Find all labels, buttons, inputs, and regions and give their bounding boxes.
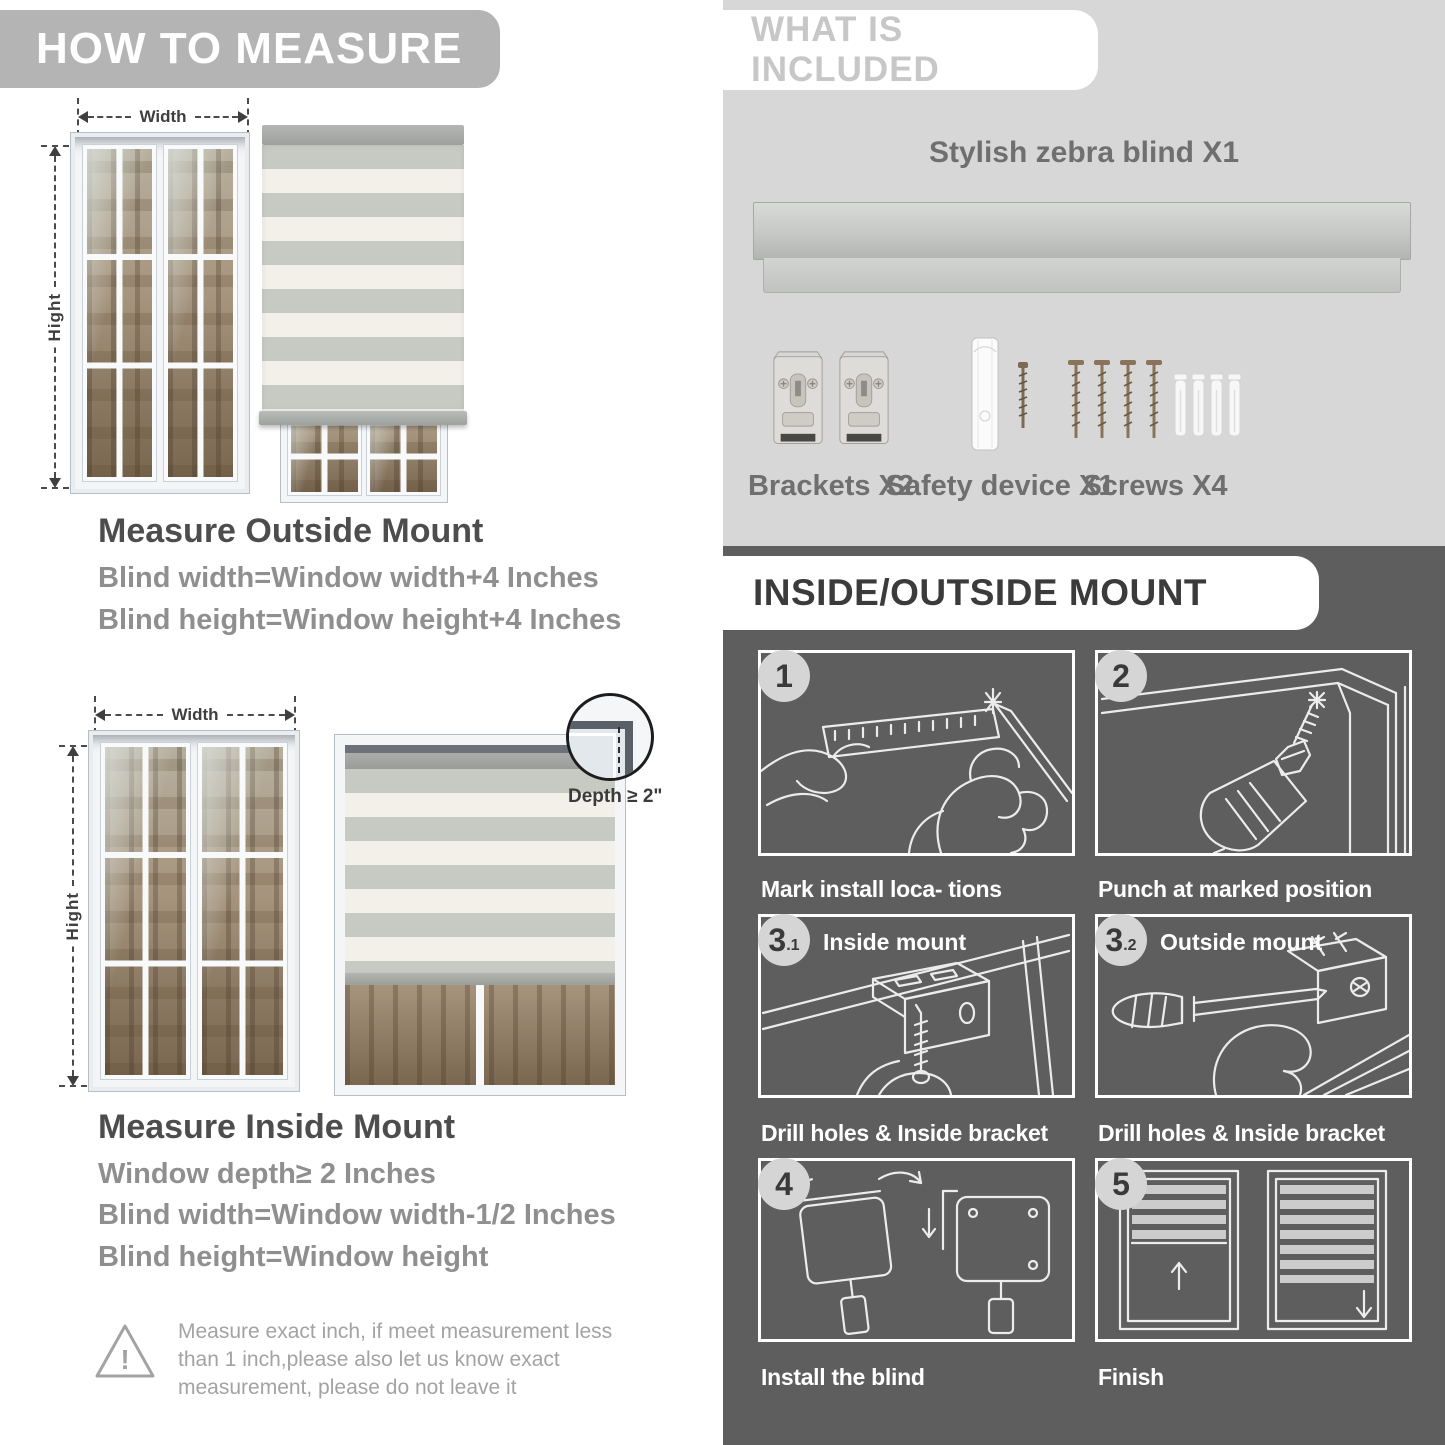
depth-dashed-line — [618, 727, 620, 773]
arrow-left-icon — [95, 709, 105, 721]
what-is-included-section — [723, 0, 1445, 546]
window-glass — [105, 747, 186, 1075]
width-label: Width — [171, 705, 219, 724]
window-illustration-inside — [88, 730, 300, 1092]
bracket-icon — [771, 348, 825, 456]
step-panel-2 — [1095, 650, 1412, 856]
what-is-included-banner — [723, 10, 1098, 90]
window-glass-below-blind — [345, 985, 615, 1085]
window-sash — [83, 145, 156, 481]
step-number-badge — [758, 914, 810, 966]
safety-device-label: Safety device X1 — [885, 470, 1115, 502]
step-caption-5: Finish — [1098, 1364, 1164, 1390]
outside-mount-title: Measure Outside Mount — [98, 512, 484, 550]
dashed-line — [72, 756, 74, 886]
depth-label: Depth ≥ 2" — [568, 786, 663, 807]
window-glass — [202, 747, 283, 1075]
step-number-badge — [758, 1158, 810, 1210]
product-label: Stylish zebra blind X1 — [928, 136, 1240, 169]
zebra-blind-illustration-outside — [262, 125, 464, 503]
step-number-suffix: .1 — [786, 937, 800, 954]
inside-width-formula: Blind width=Window width-1/2 Inches — [98, 1199, 616, 1231]
inside-depth-rule: Window depth≥ 2 Inches — [98, 1158, 436, 1190]
blind-bottom-rail — [259, 411, 467, 425]
step-number-badge — [758, 650, 810, 702]
window-glass — [87, 149, 152, 477]
step-number: 1 — [775, 657, 793, 694]
tick-icon — [41, 145, 69, 147]
window-sash — [164, 145, 237, 481]
blind-stripes — [262, 145, 464, 411]
step-title: Inside mount — [823, 929, 967, 955]
step-number: 2 — [1112, 657, 1130, 694]
width-label: Width — [139, 107, 187, 126]
outside-mount-figure — [0, 100, 723, 505]
width-arrow — [78, 107, 248, 126]
inside-mount-title: Measure Inside Mount — [98, 1108, 456, 1146]
how-to-measure-title: HOW TO MEASURE — [36, 24, 463, 73]
tick-icon — [41, 487, 69, 489]
safety-device-icon — [960, 336, 1040, 456]
window-illustration-outside — [70, 132, 250, 494]
inside-outside-mount-section — [723, 546, 1445, 1445]
arrow-up-icon — [67, 746, 79, 756]
warning-line-3: measurement, please do not leave it — [178, 1376, 517, 1399]
inside-mount-figure — [0, 690, 723, 1110]
step-panel-1 — [758, 650, 1075, 856]
step-caption-2: Punch at marked position — [1098, 876, 1372, 902]
dashed-line — [88, 116, 131, 118]
blind-bottomrail-product — [763, 258, 1401, 293]
warning-line-1: Measure exact inch, if meet measurement less — [178, 1320, 613, 1343]
height-arrow — [63, 746, 82, 1086]
exclamation-mark: ! — [120, 1344, 130, 1375]
step-number-badge — [1095, 914, 1147, 966]
tick-icon — [77, 98, 79, 136]
what-is-included-title: WHAT IS INCLUDED — [751, 10, 940, 89]
blind-headrail-product — [753, 202, 1411, 260]
step-panel-3-1 — [758, 914, 1075, 1098]
dashed-line — [105, 714, 163, 716]
step-caption-1: Mark install loca- tions — [761, 876, 1002, 902]
step-panel-3-2 — [1095, 914, 1412, 1098]
step-title: Outside mount — [1160, 929, 1323, 955]
height-label: Hight — [63, 886, 83, 946]
dashed-line — [72, 946, 74, 1076]
tick-icon — [94, 696, 96, 734]
window-glass — [168, 149, 233, 477]
window-glass — [345, 985, 615, 1085]
step-caption-3-1: Drill holes & Inside bracket — [761, 1120, 1048, 1146]
height-label: Hight — [45, 287, 65, 347]
arrow-left-icon — [78, 111, 88, 123]
how-to-measure-banner — [0, 10, 500, 88]
height-arrow — [45, 146, 64, 488]
step-number: 4 — [775, 1165, 793, 1202]
step-caption-3-2: Drill holes & Inside bracket — [1098, 1120, 1385, 1146]
blind-headrail — [262, 125, 464, 145]
inside-height-formula: Blind height=Window height — [98, 1241, 489, 1273]
blind-bottom-rail — [345, 973, 615, 985]
inside-outside-mount-title: INSIDE/OUTSIDE MOUNT — [753, 572, 1208, 613]
dashed-line — [54, 347, 56, 478]
step-number-suffix: .2 — [1123, 937, 1137, 954]
step-number-badge — [1095, 1158, 1147, 1210]
warning-line-2: than 1 inch,please also let us know exact — [178, 1348, 560, 1371]
step-number: 3 — [768, 921, 787, 958]
step-number: 3 — [1105, 921, 1124, 958]
tick-icon — [247, 98, 249, 136]
dashed-line — [54, 156, 56, 287]
tick-icon — [59, 745, 87, 747]
tick-icon — [294, 696, 296, 734]
included-item-screws — [1055, 336, 1255, 503]
inside-outside-mount-banner — [723, 556, 1319, 630]
dashed-line — [227, 714, 285, 716]
step-panel-4 — [758, 1158, 1075, 1342]
brackets-label: Brackets X2 — [747, 470, 915, 502]
dashed-line — [195, 116, 238, 118]
screws-label: Screws X4 — [1082, 470, 1228, 502]
step-caption-4: Install the blind — [761, 1364, 925, 1390]
width-arrow — [95, 705, 295, 724]
screws-icon — [1062, 346, 1248, 456]
screws-icons — [1055, 336, 1255, 456]
window-sash — [198, 743, 287, 1079]
window-sash — [101, 743, 190, 1079]
step-panel-5 — [1095, 1158, 1412, 1342]
outside-width-formula: Blind width=Window width+4 Inches — [98, 562, 599, 594]
outside-height-formula: Blind height=Window height+4 Inches — [98, 604, 622, 636]
step-number: 5 — [1112, 1165, 1130, 1202]
arrow-up-icon — [49, 146, 61, 156]
tick-icon — [59, 1085, 87, 1087]
zebra-blind — [262, 125, 464, 411]
frame-corner-highlight — [566, 733, 616, 781]
depth-magnifier-icon — [566, 693, 654, 781]
step-number-badge — [1095, 650, 1147, 702]
